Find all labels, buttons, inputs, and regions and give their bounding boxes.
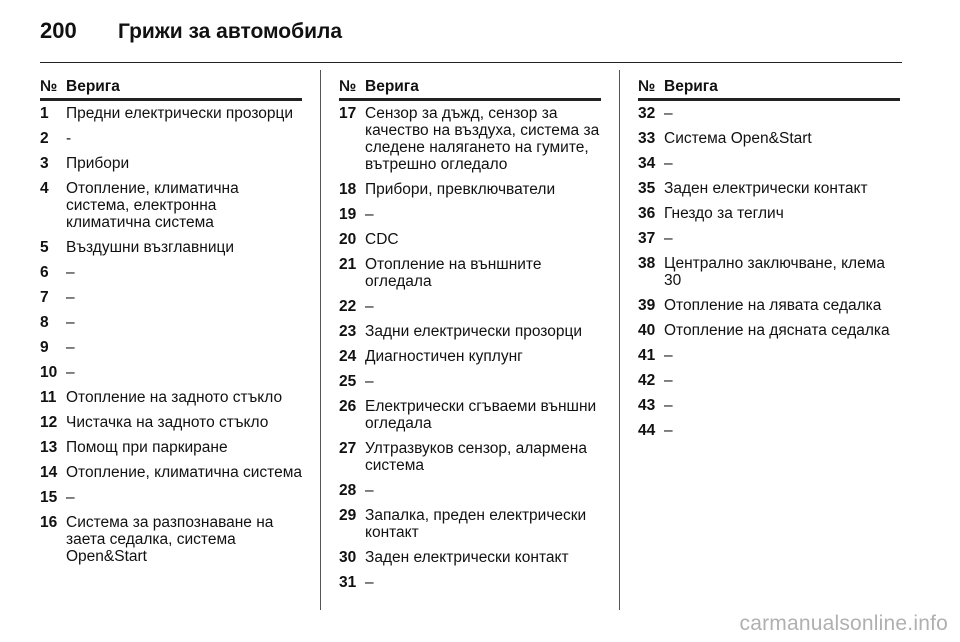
circuit-name: Сензор за дъжд, сензор за качество на въздуха, система за следене наляганeто на гумите, вътрешно огледало bbox=[365, 105, 600, 173]
fuse-number: 44 bbox=[638, 422, 656, 439]
circuit-name: Отопление на задното стъкло bbox=[66, 389, 283, 406]
circuit-name: Задни електрически прозорци bbox=[365, 323, 583, 340]
fuse-number: 1 bbox=[40, 105, 49, 122]
table-row bbox=[638, 422, 900, 439]
table-row bbox=[638, 130, 900, 147]
circuit-name: Запалка, преден електрически контакт bbox=[365, 507, 587, 541]
table-row bbox=[638, 105, 900, 122]
table-row bbox=[638, 230, 900, 247]
circuit-name: Отопление, климатична система, електронна климатична система bbox=[66, 180, 239, 231]
table-row bbox=[638, 155, 900, 172]
circuit-name: – bbox=[664, 372, 673, 389]
table-row bbox=[40, 130, 302, 147]
column-divider bbox=[320, 70, 321, 610]
page-title: Грижи за автомобила bbox=[118, 20, 343, 43]
circuit-name: Прибори, превключватели bbox=[365, 181, 556, 198]
circuit-name: – bbox=[664, 397, 673, 414]
circuit-name: Централно заключване, клема 30 bbox=[664, 255, 885, 289]
fuse-number: 37 bbox=[638, 230, 656, 247]
circuit-name: CDC bbox=[365, 231, 399, 248]
table-row bbox=[339, 440, 601, 474]
table-header bbox=[339, 78, 601, 101]
col-circuit-header: Верига bbox=[365, 78, 419, 95]
circuit-name: – bbox=[664, 422, 673, 439]
fuse-number: 21 bbox=[339, 256, 357, 273]
circuit-name: Прибори bbox=[66, 155, 130, 172]
table-row bbox=[40, 314, 302, 331]
circuit-name: – bbox=[365, 298, 374, 315]
circuit-name: Чистачка на задното стъкло bbox=[66, 414, 269, 431]
fuse-number: 23 bbox=[339, 323, 357, 340]
circuit-name: Предни електрически прозорци bbox=[66, 105, 294, 122]
fuse-number: 13 bbox=[40, 439, 58, 456]
fuse-table-column-1 bbox=[40, 78, 302, 565]
circuit-name: – bbox=[365, 206, 374, 223]
page-number: 200 bbox=[40, 18, 77, 43]
fuse-number: 10 bbox=[40, 364, 58, 381]
table-row bbox=[339, 298, 601, 315]
table-row bbox=[339, 482, 601, 499]
table-row bbox=[339, 323, 601, 340]
circuit-name: Диагностичен куплунг bbox=[365, 348, 523, 365]
circuit-name: Отопление, климатична система bbox=[66, 464, 303, 481]
fuse-number: 42 bbox=[638, 372, 656, 389]
watermark[interactable]: carmanualsonline.info bbox=[739, 612, 948, 635]
table-row bbox=[40, 439, 302, 456]
circuit-name: – bbox=[365, 574, 374, 591]
fuse-number: 16 bbox=[40, 514, 58, 531]
circuit-name: – bbox=[66, 289, 75, 306]
circuit-name: - bbox=[66, 130, 72, 147]
circuit-name: Въздушни възглавници bbox=[66, 239, 235, 256]
circuit-name: – bbox=[66, 264, 75, 281]
fuse-number: 20 bbox=[339, 231, 357, 248]
table-row bbox=[638, 205, 900, 222]
table-row bbox=[40, 414, 302, 431]
fuse-number: 22 bbox=[339, 298, 357, 315]
fuse-number: 35 bbox=[638, 180, 656, 197]
fuse-number: 28 bbox=[339, 482, 357, 499]
table-header bbox=[638, 78, 900, 101]
table-row bbox=[339, 105, 601, 173]
fuse-number: 11 bbox=[40, 389, 57, 406]
circuit-name: – bbox=[365, 482, 374, 499]
table-row bbox=[339, 507, 601, 541]
fuse-number: 27 bbox=[339, 440, 357, 457]
table-row bbox=[40, 464, 302, 481]
circuit-name: Помощ при паркиране bbox=[66, 439, 228, 456]
table-row bbox=[339, 574, 601, 591]
fuse-number: 8 bbox=[40, 314, 49, 331]
fuse-number: 24 bbox=[339, 348, 357, 365]
table-row bbox=[339, 231, 601, 248]
table-row bbox=[638, 297, 900, 314]
table-row bbox=[638, 347, 900, 364]
col-no-header: № bbox=[339, 78, 357, 95]
circuit-name: – bbox=[664, 347, 673, 364]
col-circuit-header: Верига bbox=[664, 78, 718, 95]
fuse-number: 25 bbox=[339, 373, 357, 390]
table-row bbox=[638, 322, 900, 339]
circuit-name: Електрически сгъваеми външни огледала bbox=[365, 398, 597, 432]
table-row bbox=[339, 348, 601, 365]
table-rows bbox=[638, 105, 900, 439]
fuse-number: 3 bbox=[40, 155, 49, 172]
col-no-header: № bbox=[40, 78, 58, 95]
fuse-number: 14 bbox=[40, 464, 58, 481]
fuse-number: 6 bbox=[40, 264, 49, 281]
circuit-name: Заден електрически контакт bbox=[664, 180, 868, 197]
circuit-name: – bbox=[66, 339, 75, 356]
circuit-name: – bbox=[66, 364, 75, 381]
col-circuit-header: Верига bbox=[66, 78, 120, 95]
fuse-number: 32 bbox=[638, 105, 656, 122]
fuse-number: 34 bbox=[638, 155, 656, 172]
circuit-name: – bbox=[664, 155, 673, 172]
circuit-name: – bbox=[66, 489, 75, 506]
circuit-name: Отопление на лявата седалка bbox=[664, 297, 882, 314]
circuit-name: Ултразвуков сензор, алармена система bbox=[365, 440, 587, 474]
table-rows bbox=[339, 105, 601, 591]
circuit-name: Заден електрически контакт bbox=[365, 549, 569, 566]
fuse-table-column-3 bbox=[638, 78, 900, 439]
circuit-name: Отопление на дясната седалка bbox=[664, 322, 890, 339]
page-header bbox=[40, 18, 342, 48]
fuse-number: 12 bbox=[40, 414, 58, 431]
fuse-number: 40 bbox=[638, 322, 656, 339]
table-header bbox=[40, 78, 302, 101]
fuse-number: 2 bbox=[40, 130, 49, 147]
fuse-number: 36 bbox=[638, 205, 656, 222]
fuse-number: 4 bbox=[40, 180, 49, 197]
circuit-name: Отопление на външните огледала bbox=[365, 256, 542, 290]
fuse-number: 17 bbox=[339, 105, 357, 122]
fuse-number: 31 bbox=[339, 574, 357, 591]
fuse-number: 19 bbox=[339, 206, 357, 223]
table-row bbox=[40, 264, 302, 281]
fuse-number: 7 bbox=[40, 289, 49, 306]
fuse-number: 9 bbox=[40, 339, 49, 356]
circuit-name: – bbox=[664, 105, 673, 122]
table-row bbox=[40, 289, 302, 306]
table-row bbox=[40, 239, 302, 256]
fuse-number: 5 bbox=[40, 239, 49, 256]
table-row bbox=[40, 364, 302, 381]
table-rows bbox=[40, 105, 302, 565]
table-row bbox=[339, 181, 601, 198]
column-divider bbox=[619, 70, 620, 610]
fuse-number: 18 bbox=[339, 181, 357, 198]
fuse-number: 15 bbox=[40, 489, 58, 506]
circuit-name: Гнездо за теглич bbox=[664, 205, 784, 222]
header-rule bbox=[40, 62, 902, 63]
fuse-number: 33 bbox=[638, 130, 656, 147]
table-row bbox=[40, 155, 302, 172]
fuse-number: 39 bbox=[638, 297, 656, 314]
table-row bbox=[339, 373, 601, 390]
fuse-number: 41 bbox=[638, 347, 656, 364]
circuit-name: Система за разпознаване на заета седалка, система Open&Start bbox=[66, 514, 274, 565]
table-row bbox=[638, 372, 900, 389]
circuit-name: – bbox=[66, 314, 75, 331]
circuit-name: – bbox=[664, 230, 673, 247]
table-row bbox=[40, 105, 302, 122]
fuse-number: 29 bbox=[339, 507, 357, 524]
table-row bbox=[339, 206, 601, 223]
fuse-table-column-2 bbox=[339, 78, 601, 591]
fuse-number: 26 bbox=[339, 398, 357, 415]
table-row bbox=[40, 180, 302, 231]
table-row bbox=[638, 397, 900, 414]
circuit-name: Система Open&Start bbox=[664, 130, 812, 147]
table-row bbox=[339, 398, 601, 432]
fuse-number: 43 bbox=[638, 397, 656, 414]
fuse-number: 30 bbox=[339, 549, 357, 566]
table-row bbox=[40, 489, 302, 506]
circuit-name: – bbox=[365, 373, 374, 390]
table-row bbox=[40, 514, 302, 565]
table-row bbox=[339, 256, 601, 290]
table-row bbox=[40, 339, 302, 356]
table-row bbox=[638, 180, 900, 197]
table-row bbox=[638, 255, 900, 289]
table-row bbox=[339, 549, 601, 566]
col-no-header: № bbox=[638, 78, 656, 95]
table-row bbox=[40, 389, 302, 406]
fuse-number: 38 bbox=[638, 255, 656, 272]
